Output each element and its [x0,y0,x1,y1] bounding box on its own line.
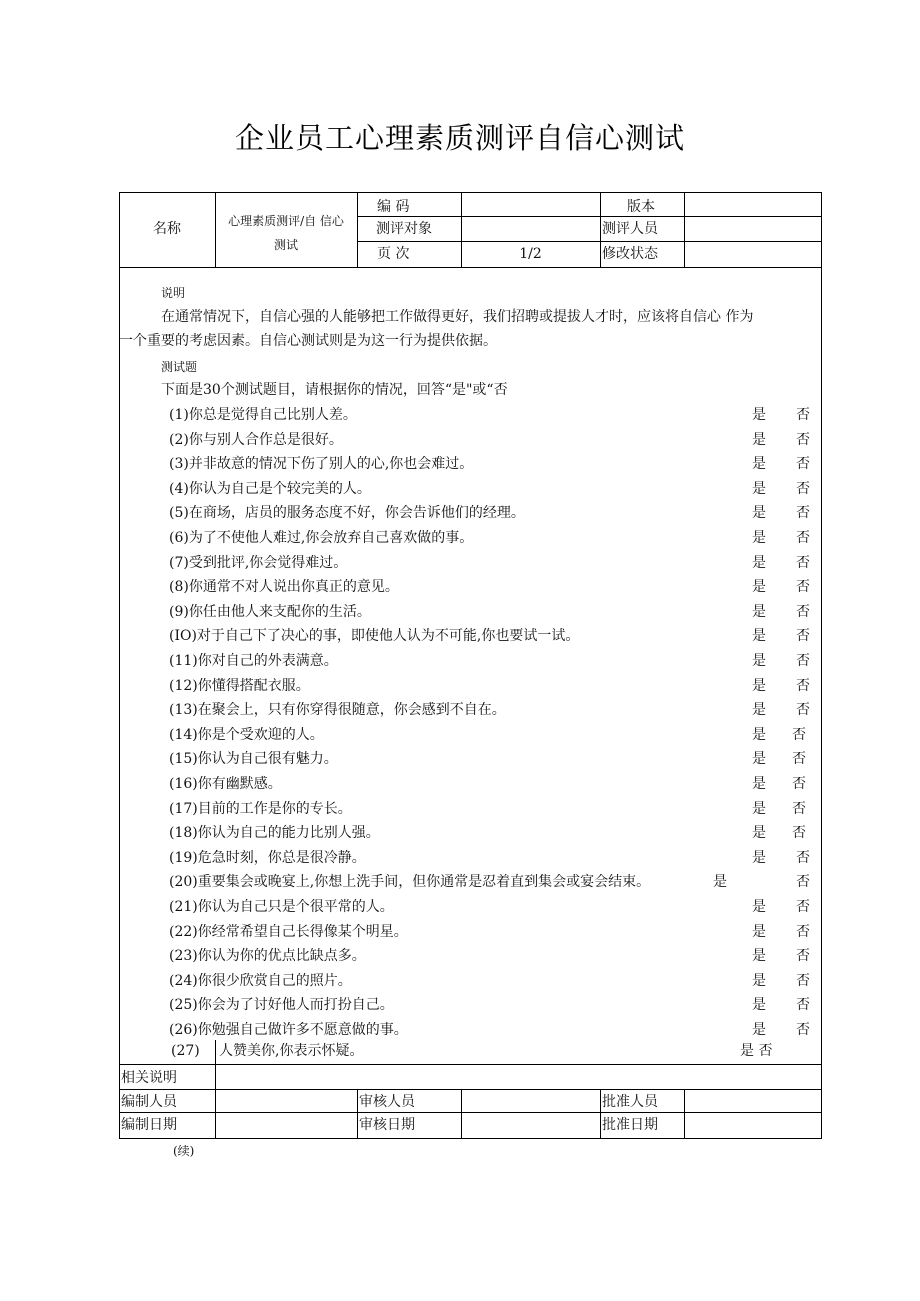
answer-yes: 是 [752,579,766,596]
answer-yes: 是 [752,554,766,571]
name-label: 名称 [153,221,181,237]
question-text: (23)你认为你的优点比缺点多。 [169,948,366,965]
question-text: (2)你与别人合作总是很好。 [169,431,343,448]
answer-yes: 是 [752,997,766,1014]
header-row-line-2 [357,241,822,242]
question-text: (19)危急时刻，你总是很冷静。 [169,849,366,866]
answer-no: 否 [792,800,806,817]
question-text: (7)受到批评,你会觉得难过。 [169,554,348,571]
question-text: (6)为了不使他人难过,你会放弃自己喜欢做的事。 [169,530,474,546]
compiler-label: 编制人员 [121,1094,177,1110]
header-col-line-4 [600,192,601,267]
question-text: (21)你认为自己只是个很平常的人。 [169,899,394,915]
question-text: (13)在聚会上，只有你穿得很随意，你会感到不自在。 [169,702,506,719]
answer-no: 否 [796,948,810,965]
page-value: 1/2 [519,246,542,262]
answer-yes: 是 [752,530,766,546]
answer-yes: 是 [752,603,766,620]
page-title: 企业员工心理素质测评自信心测试 [234,121,685,155]
answer-no: 否 [796,505,810,522]
intro-line-1: 在通常情况下，自信心强的人能够把工作做得更好，我们招聘或提拔人才时，应该将自信心 作为 [161,309,754,325]
answer-yes: 是 [752,923,766,940]
question-text: (26)你勉强自己做许多不愿意做的事。 [169,1022,408,1038]
answer-yes: 是 [752,751,766,768]
approver-label: 批准人员 [602,1094,658,1110]
answer-yes: 是 [752,407,766,423]
footer-col-line-2 [357,1089,358,1139]
answer-yes: 是 [752,480,766,497]
footer-col-line-3 [461,1089,462,1139]
answer-yes: 是 [752,431,766,448]
question-text: (8)你通常不对人说出你真正的意见。 [169,579,399,596]
review-date-label: 审核日期 [359,1117,415,1133]
answer-yes: 是 [752,825,766,842]
answer-no: 否 [796,579,810,596]
question-text: (22)你经常希望自己长得像某个明星。 [169,923,408,940]
answer-yes: 是 [752,505,766,522]
code-label: 编 码 [377,199,410,215]
answer-yes: 是 [752,653,766,669]
answer-no: 否 [796,677,810,694]
answer-no: 否 [792,776,806,792]
header-bottom-line [119,267,822,268]
answer-yes: 是 [752,899,766,915]
question-text: (20)重要集会或晚宴上,你想上洗手间，但你通常是忍着直到集会或宴会结束。 [169,874,651,891]
answer-no: 否 [796,1022,810,1038]
answer-yes: 是 [752,456,766,473]
answer-yes: 是 [752,776,766,792]
question-text: (IO)对于自己下了决心的事，即使他人认为不可能,你也要试一试。 [169,628,580,645]
answer-no: 否 [796,628,810,645]
answer-yes: 是 [713,874,727,891]
answer-no: 否 [796,972,810,989]
answer-no: 否 [792,751,806,768]
answer-no: 否 [792,825,806,842]
answer-no: 否 [796,431,810,448]
answer-yes: 是 [752,1022,766,1038]
answer-no: 否 [796,407,810,423]
footer-col-line-4 [600,1089,601,1139]
answer-yes: 是 [752,702,766,719]
question-text: (14)你是个受欢迎的人。 [169,726,324,743]
question-27-text: 人赞美你,你表示怀疑。 [219,1043,364,1059]
answer-no: 否 [796,923,810,940]
question-text: (17)目前的工作是你的专长。 [169,800,352,817]
answer-yes: 是 [752,972,766,989]
answer-no: 否 [796,653,810,669]
answer-yes: 是 [752,948,766,965]
intro-heading: 说明 [161,286,186,300]
question-text: (3)并非故意的情况下伤了别人的心,你也会难过。 [169,456,474,473]
footer-line-1 [119,1064,822,1065]
intro-line-2: 一个重要的考虑因素。自信心测试则是为这一行为提供依据。 [119,333,497,349]
name-value-line2: 测试 [273,238,298,252]
question-text: (1)你总是觉得自己比别人差。 [169,407,357,423]
answer-yes: 是 [752,677,766,694]
footer-line-2 [119,1089,822,1090]
answer-yes: 是 [752,726,766,743]
header-row-line-1 [357,216,822,217]
notes-label: 相关说明 [121,1070,177,1086]
answer-no: 否 [796,480,810,497]
answer-no: 否 [796,530,810,546]
answer-no: 否 [796,899,810,915]
question-text: (25)你会为了讨好他人而打扮自己。 [169,997,394,1014]
test-heading: 测试题 [161,360,198,374]
target-label: 测评对象 [376,221,432,237]
question-text: (18)你认为自己的能力比别人强。 [169,825,380,842]
question-text: (4)你认为自己是个较完美的人。 [169,480,371,497]
question-text: (11)你对自己的外表满意。 [169,653,338,669]
answer-no: 否 [796,702,810,719]
question-text: (9)你任由他人来支配你的生活。 [169,603,371,620]
answer-yes: 是 [752,849,766,866]
answer-no: 否 [796,456,810,473]
compile-date-label: 编制日期 [121,1117,177,1133]
reviewer-label: 审核人员 [359,1094,415,1110]
revision-label: 修改状态 [602,246,658,262]
answer-no: 否 [796,874,810,891]
q27-divider [215,1040,216,1064]
continued-note: (续) [173,1144,195,1158]
header-col-line-5 [684,192,685,267]
answer-no: 否 [796,603,810,620]
answer-no: 否 [796,554,810,571]
answer-no: 否 [792,726,806,743]
assessor-label: 测评人员 [602,221,658,237]
question-27-answer: 是 否 [740,1043,773,1059]
instruction: 下面是30个测试题目，请根据你的情况，回答“是"或“否 [161,382,508,398]
question-text: (16)你有幽默感。 [169,776,282,792]
answer-yes: 是 [752,628,766,645]
footer-col-line-1 [215,1064,216,1139]
question-27-number: (27) [171,1043,200,1059]
question-text: (15)你认为自己很有魅力。 [169,751,338,768]
approve-date-label: 批准日期 [602,1117,658,1133]
answer-no: 否 [796,849,810,866]
version-label: 版本 [627,199,655,215]
question-text: (12)你懂得搭配衣服。 [169,677,310,694]
footer-col-line-5 [684,1089,685,1139]
answer-yes: 是 [752,800,766,817]
name-value-line1: 心理素质测评/自 信心 [228,214,344,228]
question-text: (5)在商场，店员的服务态度不好，你会告诉他们的经理。 [169,505,525,522]
footer-line-3 [119,1112,822,1113]
page-label: 页 次 [377,246,410,262]
header-col-line-2 [357,192,358,267]
answer-no: 否 [796,997,810,1014]
question-text: (24)你很少欣赏自己的照片。 [169,972,352,989]
